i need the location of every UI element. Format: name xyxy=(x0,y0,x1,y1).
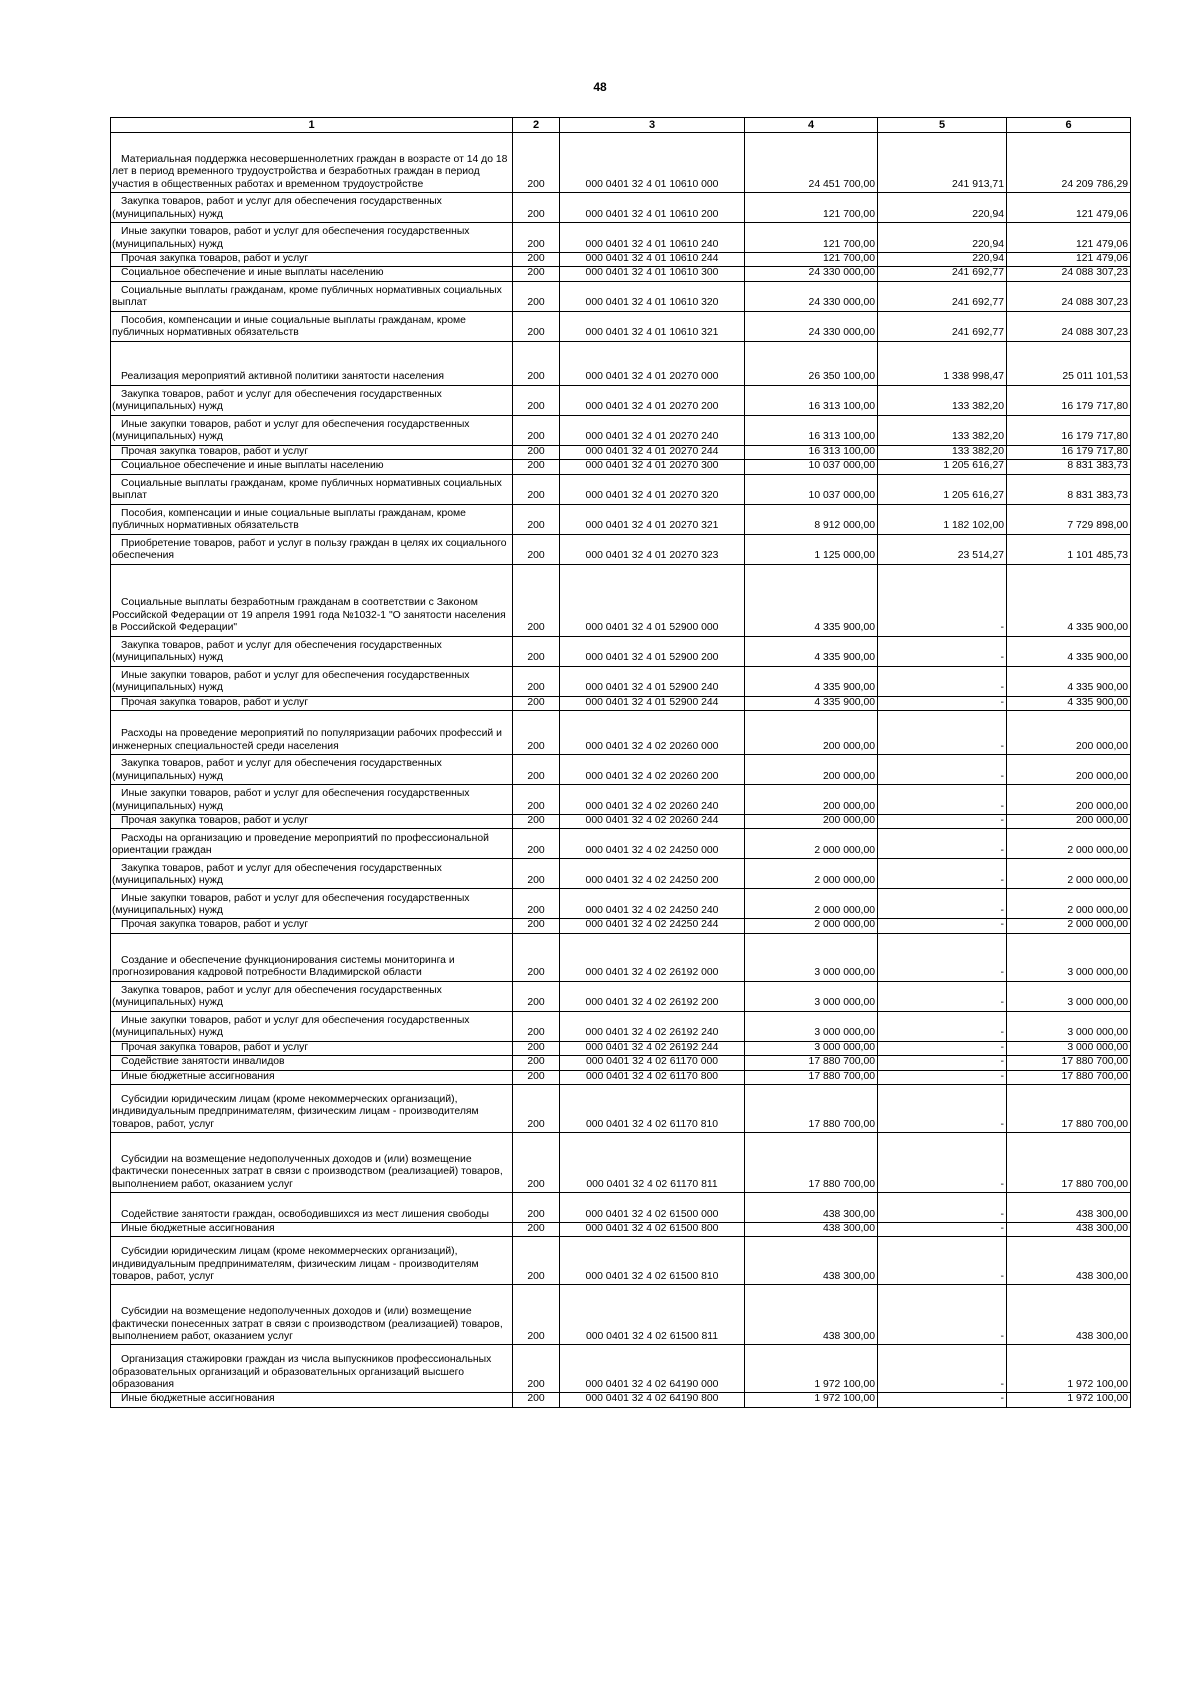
row-col4: 3 000 000,00 xyxy=(745,933,878,981)
table-row xyxy=(111,666,1131,696)
row-code: 000 0401 32 4 02 64190 800 xyxy=(560,1393,745,1407)
row-col6: 16 179 717,80 xyxy=(1007,385,1131,415)
row-code: 000 0401 32 4 01 52900 000 xyxy=(560,564,745,636)
row-col2: 200 xyxy=(513,1070,560,1084)
row-name: Социальное обеспечение и иные выплаты населению xyxy=(111,267,513,281)
row-name: Содействие занятости инвалидов xyxy=(111,1056,513,1070)
row-col5: - xyxy=(878,1223,1007,1237)
row-col2: 200 xyxy=(513,415,560,445)
row-col6: 1 972 100,00 xyxy=(1007,1393,1131,1407)
table-row xyxy=(111,534,1131,564)
row-name: Содействие занятости граждан, освободившихся из мест лишения свободы xyxy=(111,1193,513,1223)
row-col5: - xyxy=(878,1011,1007,1041)
row-name: Иные закупки товаров, работ и услуг для обеспечения государственных (муниципальных) нужд xyxy=(111,666,513,696)
row-name: Субсидии юридическим лицам (кроме некоммерческих организаций), индивидуальным предпринимателям, физическим лицам - производителям товаров, работ, услуг xyxy=(111,1237,513,1285)
row-col5: - xyxy=(878,564,1007,636)
row-code: 000 0401 32 4 02 20260 000 xyxy=(560,711,745,755)
row-col5: 133 382,20 xyxy=(878,385,1007,415)
row-code: 000 0401 32 4 02 24250 200 xyxy=(560,859,745,889)
row-col6: 4 335 900,00 xyxy=(1007,564,1131,636)
row-code: 000 0401 32 4 01 10610 200 xyxy=(560,193,745,223)
row-name: Пособия, компенсации и иные социальные выплаты гражданам, кроме публичных нормативных обязательств xyxy=(111,504,513,534)
row-name: Социальные выплаты гражданам, кроме публичных нормативных социальных выплат xyxy=(111,281,513,311)
row-code: 000 0401 32 4 02 61500 800 xyxy=(560,1223,745,1237)
row-col6: 4 335 900,00 xyxy=(1007,696,1131,710)
budget-table xyxy=(110,117,1131,1408)
row-col5: - xyxy=(878,696,1007,710)
row-col5: - xyxy=(878,1070,1007,1084)
row-code: 000 0401 32 4 02 61170 810 xyxy=(560,1085,745,1133)
row-col2: 200 xyxy=(513,1056,560,1070)
row-col5: - xyxy=(878,829,1007,859)
row-col2: 200 xyxy=(513,445,560,459)
row-name: Прочая закупка товаров, работ и услуг xyxy=(111,919,513,933)
row-col4: 121 700,00 xyxy=(745,223,878,253)
row-col4: 2 000 000,00 xyxy=(745,859,878,889)
row-name: Прочая закупка товаров, работ и услуг xyxy=(111,1041,513,1055)
table-row xyxy=(111,829,1131,859)
row-col4: 1 972 100,00 xyxy=(745,1345,878,1393)
row-col5: - xyxy=(878,1056,1007,1070)
row-col6: 4 335 900,00 xyxy=(1007,636,1131,666)
row-col6: 121 479,06 xyxy=(1007,253,1131,267)
row-col4: 438 300,00 xyxy=(745,1237,878,1285)
row-col4: 8 912 000,00 xyxy=(745,504,878,534)
table-row xyxy=(111,253,1131,267)
table-row xyxy=(111,223,1131,253)
row-col2: 200 xyxy=(513,1345,560,1393)
table-row xyxy=(111,1193,1131,1223)
row-name: Социальное обеспечение и иные выплаты населению xyxy=(111,460,513,474)
row-code: 000 0401 32 4 02 26192 200 xyxy=(560,981,745,1011)
row-col4: 26 350 100,00 xyxy=(745,341,878,385)
row-col2: 200 xyxy=(513,889,560,919)
row-col2: 200 xyxy=(513,829,560,859)
table-row xyxy=(111,474,1131,504)
row-name: Прочая закупка товаров, работ и услуг xyxy=(111,696,513,710)
row-col6: 24 088 307,23 xyxy=(1007,267,1131,281)
row-name: Расходы на проведение мероприятий по популяризации рабочих профессий и инженерных специальностей среди населения xyxy=(111,711,513,755)
row-name: Иные бюджетные ассигнования xyxy=(111,1070,513,1084)
row-col6: 24 088 307,23 xyxy=(1007,311,1131,341)
row-name: Пособия, компенсации и иные социальные выплаты гражданам, кроме публичных нормативных обязательств xyxy=(111,311,513,341)
table-row xyxy=(111,1056,1131,1070)
row-col5: - xyxy=(878,1133,1007,1193)
row-col2: 200 xyxy=(513,460,560,474)
row-col6: 2 000 000,00 xyxy=(1007,829,1131,859)
row-code: 000 0401 32 4 02 20260 200 xyxy=(560,755,745,785)
header-col-4: 4 xyxy=(745,118,878,133)
row-name: Закупка товаров, работ и услуг для обеспечения государственных (муниципальных) нужд xyxy=(111,981,513,1011)
row-col4: 24 330 000,00 xyxy=(745,311,878,341)
row-name: Закупка товаров, работ и услуг для обеспечения государственных (муниципальных) нужд xyxy=(111,859,513,889)
row-col6: 2 000 000,00 xyxy=(1007,919,1131,933)
row-col6: 8 831 383,73 xyxy=(1007,474,1131,504)
row-col2: 200 xyxy=(513,1133,560,1193)
row-col5: - xyxy=(878,1041,1007,1055)
table-row xyxy=(111,1393,1131,1407)
row-col6: 200 000,00 xyxy=(1007,711,1131,755)
row-col2: 200 xyxy=(513,1223,560,1237)
row-col5: - xyxy=(878,859,1007,889)
row-code: 000 0401 32 4 01 52900 240 xyxy=(560,666,745,696)
row-col2: 200 xyxy=(513,711,560,755)
row-col2: 200 xyxy=(513,815,560,829)
table-row xyxy=(111,341,1131,385)
row-col4: 17 880 700,00 xyxy=(745,1056,878,1070)
row-col2: 200 xyxy=(513,859,560,889)
row-col2: 200 xyxy=(513,504,560,534)
row-name: Иные закупки товаров, работ и услуг для обеспечения государственных (муниципальных) нужд xyxy=(111,785,513,815)
row-col6: 7 729 898,00 xyxy=(1007,504,1131,534)
row-col4: 3 000 000,00 xyxy=(745,1041,878,1055)
row-col4: 438 300,00 xyxy=(745,1193,878,1223)
row-col5: 23 514,27 xyxy=(878,534,1007,564)
row-col5: - xyxy=(878,1085,1007,1133)
row-col2: 200 xyxy=(513,696,560,710)
row-code: 000 0401 32 4 02 26192 240 xyxy=(560,1011,745,1041)
row-col6: 24 209 786,29 xyxy=(1007,133,1131,193)
row-name: Приобретение товаров, работ и услуг в пользу граждан в целях их социального обеспечения xyxy=(111,534,513,564)
table-row xyxy=(111,445,1131,459)
row-col4: 2 000 000,00 xyxy=(745,829,878,859)
table-row xyxy=(111,564,1131,636)
row-name: Закупка товаров, работ и услуг для обеспечения государственных (муниципальных) нужд xyxy=(111,755,513,785)
row-col4: 17 880 700,00 xyxy=(745,1133,878,1193)
table-row xyxy=(111,193,1131,223)
row-code: 000 0401 32 4 02 61170 800 xyxy=(560,1070,745,1084)
row-code: 000 0401 32 4 02 61170 000 xyxy=(560,1056,745,1070)
row-name: Закупка товаров, работ и услуг для обеспечения государственных (муниципальных) нужд xyxy=(111,385,513,415)
table-row xyxy=(111,919,1131,933)
table-row xyxy=(111,385,1131,415)
row-code: 000 0401 32 4 01 10610 320 xyxy=(560,281,745,311)
row-name: Иные бюджетные ассигнования xyxy=(111,1223,513,1237)
row-col6: 17 880 700,00 xyxy=(1007,1070,1131,1084)
row-code: 000 0401 32 4 01 10610 300 xyxy=(560,267,745,281)
row-name: Создание и обеспечение функционирования системы мониторинга и прогнозирования кадровой потребности Владимирской области xyxy=(111,933,513,981)
row-col6: 16 179 717,80 xyxy=(1007,415,1131,445)
row-code: 000 0401 32 4 02 26192 244 xyxy=(560,1041,745,1055)
row-code: 000 0401 32 4 01 20270 320 xyxy=(560,474,745,504)
row-col4: 24 330 000,00 xyxy=(745,281,878,311)
row-col6: 3 000 000,00 xyxy=(1007,981,1131,1011)
row-name: Социальные выплаты безработным гражданам в соответствии с Законом Российской Федерации от 19 апреля 1991 года №1032-1 "О занятости населения в Российской Федерации" xyxy=(111,564,513,636)
row-col5: - xyxy=(878,1193,1007,1223)
row-col5: - xyxy=(878,1285,1007,1345)
row-col4: 121 700,00 xyxy=(745,253,878,267)
row-col4: 438 300,00 xyxy=(745,1223,878,1237)
row-code: 000 0401 32 4 02 24250 244 xyxy=(560,919,745,933)
table-row xyxy=(111,1011,1131,1041)
header-col-2: 2 xyxy=(513,118,560,133)
row-col6: 8 831 383,73 xyxy=(1007,460,1131,474)
row-col5: - xyxy=(878,981,1007,1011)
table-row xyxy=(111,133,1131,193)
row-code: 000 0401 32 4 01 52900 244 xyxy=(560,696,745,710)
row-col2: 200 xyxy=(513,267,560,281)
row-code: 000 0401 32 4 02 24250 240 xyxy=(560,889,745,919)
row-col6: 16 179 717,80 xyxy=(1007,445,1131,459)
table-row xyxy=(111,859,1131,889)
row-col6: 24 088 307,23 xyxy=(1007,281,1131,311)
row-col2: 200 xyxy=(513,193,560,223)
row-col5: 241 913,71 xyxy=(878,133,1007,193)
row-code: 000 0401 32 4 01 20270 200 xyxy=(560,385,745,415)
table-row xyxy=(111,1237,1131,1285)
row-col2: 200 xyxy=(513,474,560,504)
row-col5: - xyxy=(878,1237,1007,1285)
row-code: 000 0401 32 4 01 10610 240 xyxy=(560,223,745,253)
table-row xyxy=(111,711,1131,755)
table-row xyxy=(111,1133,1131,1193)
row-col2: 200 xyxy=(513,281,560,311)
row-col2: 200 xyxy=(513,1041,560,1055)
row-col2: 200 xyxy=(513,1285,560,1345)
row-name: Иные закупки товаров, работ и услуг для обеспечения государственных (муниципальных) нужд xyxy=(111,223,513,253)
row-col2: 200 xyxy=(513,666,560,696)
row-col4: 24 330 000,00 xyxy=(745,267,878,281)
row-col2: 200 xyxy=(513,1237,560,1285)
row-col6: 4 335 900,00 xyxy=(1007,666,1131,696)
row-col4: 1 972 100,00 xyxy=(745,1393,878,1407)
row-col2: 200 xyxy=(513,785,560,815)
table-body xyxy=(111,133,1131,1408)
row-col5: 1 205 616,27 xyxy=(878,474,1007,504)
row-col4: 200 000,00 xyxy=(745,815,878,829)
row-col4: 121 700,00 xyxy=(745,193,878,223)
row-name: Материальная поддержка несовершеннолетних граждан в возрасте от 14 до 18 лет в период временного трудоустройства и безработных граждан в период участия в общественных работах и временном трудоустройстве xyxy=(111,133,513,193)
row-code: 000 0401 32 4 02 61500 000 xyxy=(560,1193,745,1223)
row-col5: 133 382,20 xyxy=(878,445,1007,459)
row-code: 000 0401 32 4 02 61500 810 xyxy=(560,1237,745,1285)
row-col5: 220,94 xyxy=(878,223,1007,253)
row-col5: - xyxy=(878,933,1007,981)
row-name: Реализация мероприятий активной политики занятости населения xyxy=(111,341,513,385)
row-col2: 200 xyxy=(513,1393,560,1407)
row-col4: 200 000,00 xyxy=(745,755,878,785)
table-row xyxy=(111,755,1131,785)
row-code: 000 0401 32 4 02 20260 244 xyxy=(560,815,745,829)
row-col2: 200 xyxy=(513,311,560,341)
row-col5: 241 692,77 xyxy=(878,281,1007,311)
row-col5: - xyxy=(878,815,1007,829)
row-col4: 3 000 000,00 xyxy=(745,981,878,1011)
row-col6: 3 000 000,00 xyxy=(1007,1011,1131,1041)
row-col6: 17 880 700,00 xyxy=(1007,1056,1131,1070)
row-col4: 1 125 000,00 xyxy=(745,534,878,564)
table-row xyxy=(111,889,1131,919)
row-code: 000 0401 32 4 02 20260 240 xyxy=(560,785,745,815)
row-col5: 133 382,20 xyxy=(878,415,1007,445)
row-col2: 200 xyxy=(513,636,560,666)
row-code: 000 0401 32 4 01 20270 323 xyxy=(560,534,745,564)
row-name: Иные закупки товаров, работ и услуг для обеспечения государственных (муниципальных) нужд xyxy=(111,415,513,445)
row-col5: 1 182 102,00 xyxy=(878,504,1007,534)
row-col4: 438 300,00 xyxy=(745,1285,878,1345)
row-code: 000 0401 32 4 01 20270 300 xyxy=(560,460,745,474)
row-col5: - xyxy=(878,889,1007,919)
row-col2: 200 xyxy=(513,933,560,981)
row-col2: 200 xyxy=(513,919,560,933)
row-col6: 2 000 000,00 xyxy=(1007,889,1131,919)
row-col2: 200 xyxy=(513,1085,560,1133)
row-col2: 200 xyxy=(513,341,560,385)
table-row xyxy=(111,1223,1131,1237)
row-code: 000 0401 32 4 01 20270 000 xyxy=(560,341,745,385)
page-number: 48 xyxy=(593,80,607,94)
row-col6: 1 972 100,00 xyxy=(1007,1345,1131,1393)
row-col2: 200 xyxy=(513,253,560,267)
row-name: Иные закупки товаров, работ и услуг для обеспечения государственных (муниципальных) нужд xyxy=(111,889,513,919)
row-code: 000 0401 32 4 02 26192 000 xyxy=(560,933,745,981)
row-col5: 241 692,77 xyxy=(878,311,1007,341)
row-col6: 3 000 000,00 xyxy=(1007,1041,1131,1055)
row-col5: - xyxy=(878,919,1007,933)
table-row xyxy=(111,415,1131,445)
row-name: Субсидии юридическим лицам (кроме некоммерческих организаций), индивидуальным предпринимателям, физическим лицам - производителям товаров, работ, услуг xyxy=(111,1085,513,1133)
table-row xyxy=(111,1345,1131,1393)
row-code: 000 0401 32 4 01 20270 240 xyxy=(560,415,745,445)
row-col6: 1 101 485,73 xyxy=(1007,534,1131,564)
row-col4: 200 000,00 xyxy=(745,785,878,815)
row-col6: 3 000 000,00 xyxy=(1007,933,1131,981)
row-col5: - xyxy=(878,755,1007,785)
row-col4: 16 313 100,00 xyxy=(745,445,878,459)
row-col5: - xyxy=(878,1345,1007,1393)
row-col2: 200 xyxy=(513,981,560,1011)
row-col4: 2 000 000,00 xyxy=(745,919,878,933)
row-col4: 10 037 000,00 xyxy=(745,460,878,474)
row-col6: 17 880 700,00 xyxy=(1007,1085,1131,1133)
row-col6: 200 000,00 xyxy=(1007,815,1131,829)
row-name: Закупка товаров, работ и услуг для обеспечения государственных (муниципальных) нужд xyxy=(111,636,513,666)
header-col-3: 3 xyxy=(560,118,745,133)
row-name: Прочая закупка товаров, работ и услуг xyxy=(111,445,513,459)
header-col-1: 1 xyxy=(111,118,513,133)
row-col4: 10 037 000,00 xyxy=(745,474,878,504)
row-code: 000 0401 32 4 02 61500 811 xyxy=(560,1285,745,1345)
table-row xyxy=(111,696,1131,710)
table-row xyxy=(111,1070,1131,1084)
table-row xyxy=(111,311,1131,341)
header-row xyxy=(111,118,1131,133)
row-col5: 241 692,77 xyxy=(878,267,1007,281)
row-col5: - xyxy=(878,785,1007,815)
row-col6: 438 300,00 xyxy=(1007,1223,1131,1237)
row-col4: 2 000 000,00 xyxy=(745,889,878,919)
table-row xyxy=(111,267,1131,281)
row-code: 000 0401 32 4 01 20270 321 xyxy=(560,504,745,534)
header-col-6: 6 xyxy=(1007,118,1131,133)
row-col2: 200 xyxy=(513,755,560,785)
row-name: Организация стажировки граждан из числа выпускников профессиональных образовательных организаций и образовательных организаций высшего образования xyxy=(111,1345,513,1393)
row-col4: 4 335 900,00 xyxy=(745,564,878,636)
row-col4: 200 000,00 xyxy=(745,711,878,755)
row-col6: 200 000,00 xyxy=(1007,785,1131,815)
row-col6: 438 300,00 xyxy=(1007,1193,1131,1223)
row-col5: 1 338 998,47 xyxy=(878,341,1007,385)
row-name: Расходы на организацию и проведение мероприятий по профессиональной ориентации граждан xyxy=(111,829,513,859)
row-col4: 16 313 100,00 xyxy=(745,415,878,445)
table-row xyxy=(111,815,1131,829)
row-col4: 24 451 700,00 xyxy=(745,133,878,193)
row-code: 000 0401 32 4 01 10610 321 xyxy=(560,311,745,341)
row-name: Закупка товаров, работ и услуг для обеспечения государственных (муниципальных) нужд xyxy=(111,193,513,223)
table-row xyxy=(111,785,1131,815)
row-code: 000 0401 32 4 01 52900 200 xyxy=(560,636,745,666)
row-col5: - xyxy=(878,1393,1007,1407)
row-code: 000 0401 32 4 01 20270 244 xyxy=(560,445,745,459)
row-code: 000 0401 32 4 02 24250 000 xyxy=(560,829,745,859)
row-col6: 2 000 000,00 xyxy=(1007,859,1131,889)
row-col2: 200 xyxy=(513,564,560,636)
row-name: Иные бюджетные ассигнования xyxy=(111,1393,513,1407)
row-code: 000 0401 32 4 01 10610 000 xyxy=(560,133,745,193)
row-col5: 220,94 xyxy=(878,193,1007,223)
table-row xyxy=(111,981,1131,1011)
row-col6: 438 300,00 xyxy=(1007,1285,1131,1345)
table-row xyxy=(111,281,1131,311)
table-row xyxy=(111,1041,1131,1055)
table-row xyxy=(111,1085,1131,1133)
row-col6: 25 011 101,53 xyxy=(1007,341,1131,385)
row-col4: 17 880 700,00 xyxy=(745,1085,878,1133)
row-col2: 200 xyxy=(513,133,560,193)
row-col6: 438 300,00 xyxy=(1007,1237,1131,1285)
row-col2: 200 xyxy=(513,1193,560,1223)
row-col2: 200 xyxy=(513,223,560,253)
row-col4: 3 000 000,00 xyxy=(745,1011,878,1041)
row-name: Иные закупки товаров, работ и услуг для обеспечения государственных (муниципальных) нужд xyxy=(111,1011,513,1041)
row-col2: 200 xyxy=(513,385,560,415)
row-col4: 17 880 700,00 xyxy=(745,1070,878,1084)
row-code: 000 0401 32 4 01 10610 244 xyxy=(560,253,745,267)
table-row xyxy=(111,1285,1131,1345)
row-col6: 121 479,06 xyxy=(1007,223,1131,253)
row-col6: 200 000,00 xyxy=(1007,755,1131,785)
row-code: 000 0401 32 4 02 64190 000 xyxy=(560,1345,745,1393)
row-col5: 220,94 xyxy=(878,253,1007,267)
row-col4: 4 335 900,00 xyxy=(745,636,878,666)
table-row xyxy=(111,933,1131,981)
row-col6: 121 479,06 xyxy=(1007,193,1131,223)
row-col5: - xyxy=(878,636,1007,666)
row-col5: - xyxy=(878,711,1007,755)
row-name: Прочая закупка товаров, работ и услуг xyxy=(111,815,513,829)
header-col-5: 5 xyxy=(878,118,1007,133)
table-row xyxy=(111,636,1131,666)
row-name: Субсидии на возмещение недополученных доходов и (или) возмещение фактически понесенных затрат в связи с производством (реализацией) товаров, выполнением работ, оказанием услуг xyxy=(111,1285,513,1345)
row-col2: 200 xyxy=(513,534,560,564)
row-col2: 200 xyxy=(513,1011,560,1041)
table-row xyxy=(111,504,1131,534)
row-code: 000 0401 32 4 02 61170 811 xyxy=(560,1133,745,1193)
row-col4: 4 335 900,00 xyxy=(745,666,878,696)
row-col4: 16 313 100,00 xyxy=(745,385,878,415)
row-col5: 1 205 616,27 xyxy=(878,460,1007,474)
row-col6: 17 880 700,00 xyxy=(1007,1133,1131,1193)
row-name: Прочая закупка товаров, работ и услуг xyxy=(111,253,513,267)
row-col5: - xyxy=(878,666,1007,696)
row-name: Субсидии на возмещение недополученных доходов и (или) возмещение фактически понесенных затрат в связи с производством (реализацией) товаров, выполнением работ, оказанием услуг xyxy=(111,1133,513,1193)
row-name: Социальные выплаты гражданам, кроме публичных нормативных социальных выплат xyxy=(111,474,513,504)
table-row xyxy=(111,460,1131,474)
row-col4: 4 335 900,00 xyxy=(745,696,878,710)
